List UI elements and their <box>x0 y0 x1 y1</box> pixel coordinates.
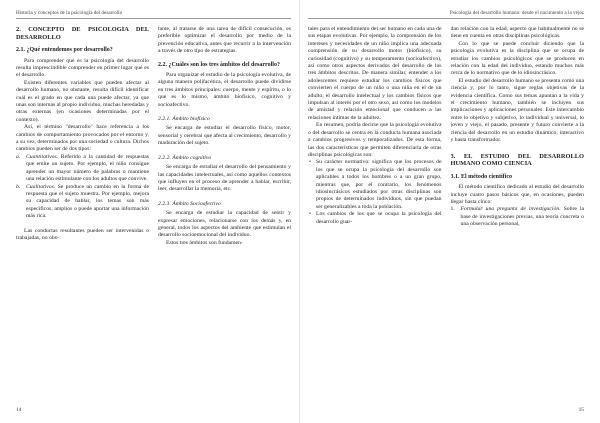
list-marker: a. <box>16 153 21 160</box>
paragraph: tales para el entendimiento del ser humano en cada una de sus etapas evolutivas. Por ejemplo, la comprensión de los intereses y necesidades de un niño implica una adecuada comprensión de su desarrollo motor (biofísico), su curiosidad (cognitivo) y su temperamento (socioafectivo), así como otros aspectos derivados del desarrollo de los tres ámbitos descritos. De manera similar, entender a los adolescentes requiere estudiar los cambios físicos que convierten el cuerpo de un niño o una niña en el de un adulto; el desarrollo intelectual y los cambios físicos que impulsan al interés por el otro sexo, así como los modelos de amistad y relación emocional que conducen a las relaciones íntimas de la adultez. <box>308 26 442 121</box>
subsection-heading: 2.1. ¿Qué entendemos por desarrollo? <box>16 47 113 54</box>
header-rule-right <box>308 18 584 19</box>
paragraph: Se encarga de estudiar el desarrollo del pensamiento y las capacidades intelectuales, así como aquellos contextos que influyen en el proceso de aprender a hablar, escribir, leer, desarrollar la memoria, etc. <box>158 164 291 193</box>
section-heading: 3. EL ESTUDIO DEL DESARROLLO HUMANO COMO CIENCIA <box>450 152 584 168</box>
bullet-icon: • <box>309 159 311 166</box>
paragraph: tante, al tratarse de una tarea de difícil consecución, es preferible optimizar el desarrollo por medio de la prevención educativa, antes que recurrir a la intervención a través de otro tipo de estrategias. <box>158 26 291 55</box>
subsubsection-heading: 2.2.1. Ámbito biofísico <box>158 116 210 123</box>
section-heading: 2. CONCEPTO DE PSICOLOGÍA DEL DESARROLLO <box>16 26 149 41</box>
list-item <box>16 184 149 221</box>
subsection-heading: 2.2. ¿Cuáles son los tres ámbitos del desarrollo? <box>158 61 280 68</box>
list-item <box>16 154 149 184</box>
right-page <box>300 0 600 423</box>
paragraph: dan relación con la edad, aspecto que habitualmente no se tiene en cuenta en otras disciplinas psicológicas. <box>450 26 584 40</box>
subsection-heading: 3.1. El método científico <box>450 173 512 180</box>
list-item <box>308 211 442 226</box>
paragraph: Las conductas resultantes pueden ser intervenidas o trabajadas, no obs- <box>16 227 149 241</box>
paragraph: Se encarga de estudiar el desarrollo físico, motor, sensorial y cerebral que afecta al crecimiento, desarrollo y maduración del sujeto. <box>158 125 291 147</box>
method-steps-list <box>451 206 585 228</box>
subsubsection-heading: 2.2.2. Ámbito cognitivo <box>158 154 212 161</box>
list-item <box>451 206 585 228</box>
paragraph: Para comprender qué es la psicología del desarrollo resulta imprescindible comprender en primer lugar qué es el desarrollo. <box>16 57 149 79</box>
paragraph: Con lo que se puede concluir diciendo que la psicología evolutiva es la disciplina que se ocupa de estudiar los cambios psicológicos que se producen en relación con la edad del individuo, estando muchos más cerca de lo normativo que de lo idiosincrásico. <box>450 40 584 77</box>
list-text: Los cambios de los que se ocupa la psicología del desarrollo guar- <box>316 211 442 225</box>
right-column-2 <box>451 26 585 401</box>
paragraph: Para organizar el estudio de la psicología evolutiva, de alguna manera polifacética, el desarrollo puede dividirse en tres ámbitos principales: cuerpo, mente y espíritu, o lo que es lo mismo, ámbito biofísico, cognitivo y socioafectivo. <box>158 72 291 108</box>
list-text: Se produce un cambio en la forma de respuesta que el sujeto muestra. Por ejemplo, mejora su capacidad de hablar, los temas son más específicos, amplios o puede aportar una información más rica. <box>26 183 149 220</box>
characteristics-list <box>308 159 442 226</box>
paragraph: Así, el término "desarrollo" hace referencia a los cambios de comportamiento provocados por el entorno y, a su vez, determinados por una sociedad o cultura. Dichos cambios pueden ser de dos tipos: <box>16 124 149 153</box>
list-marker: b. <box>16 183 21 190</box>
paragraph: Estos tres ámbitos son fundamen- <box>166 239 243 246</box>
list-text: Referido a la cantidad de respuestas que emite un sujeto. Por ejemplo, el niño consigue aprender un mayor número de palabras o mantiene una relación estimulante con los adultos que convive. <box>26 153 149 183</box>
list-term: Cuantitativos. <box>26 153 59 160</box>
left-column-1 <box>16 26 149 401</box>
paragraph: Se encarga de estudiar la capacidad de sentir y expresar emociones, relacionarse con los demás y, en general, todos los aspectos del ambiente que estimulan el desarrollo socioemocional del individuo. <box>158 210 291 239</box>
paragraph: Existen diferentes variables que pueden afectar al desarrollo humano, no obstante, resulta difícil identificar cuál es el grado en que cada una puede afectar, ya que unas son internas al propio individuo, muchas heredadas y otras externas (en ocasiones determinadas por el contexto). <box>16 79 149 123</box>
left-page-columns <box>16 26 291 401</box>
list-text: Su carácter normativo: significa que los procesos de los que se ocupa la psicología del desarrollo son aplicables a todos los hombres o a un gran grupo, mientras que, por el contrario, los fenómenos idiosincrásicos estudiados por otras disciplinas son propios de determinados individuos, sin que puedan ser generalizables a toda la población. <box>316 159 442 210</box>
left-column-2 <box>158 26 291 401</box>
paragraph: El método científico dedicado al estudio del desarrollo incluye cuatro pasos básicos que, en ocasiones, pueden llegar hasta cinco: <box>450 184 584 205</box>
list-marker: 1. <box>450 206 455 213</box>
subsubsection-heading: 2.2.3. Ámbito Socioafectivo <box>158 200 221 207</box>
page-number-right: 15 <box>578 407 584 413</box>
page-number-left: 14 <box>16 407 22 413</box>
running-head-right: Psicología del desarrollo humano: desde el nacimiento a la vejez <box>449 10 584 16</box>
header-rule-left <box>16 18 291 19</box>
right-column-1 <box>308 26 442 401</box>
change-types-list <box>16 154 149 221</box>
paragraph: En resumen, podría decirse que la psicología evolutiva o del desarrollo se centra en la conducta humana asociada a cambios progresivos y temporalizados. De esta forma, las dos características que permiten diferenciarla de otras disciplinas psicológicas son: <box>308 122 442 158</box>
running-head-left: Historia y conceptos de la psicología del desarrollo <box>16 10 123 16</box>
list-term: Formular una pregunta de investigación. <box>460 206 561 213</box>
paragraph: El estudio del desarrollo humano se presenta como una ciencia y, por lo tanto, sigue reglas objetivas de la evidencia científica. Como sus temas apuntan a la vida y el crecimiento humano, también se incluyen sus implicaciones y aplicaciones personales. Este intercambio entre lo objetivo y subjetivo, lo individual y universal, lo joven y viejo, el pasado, presente y futuro convierte a la ciencia del desarrollo en un estudio dinámico, interactivo y hasta transformador. <box>450 77 584 144</box>
list-text: Sobre la base de investigaciones previas, una teoría concreta o una observación personal, <box>460 206 584 228</box>
right-page-columns <box>308 26 584 401</box>
bullet-icon: • <box>309 211 311 218</box>
list-term: Cualitativos. <box>26 183 56 190</box>
list-item <box>308 159 442 211</box>
